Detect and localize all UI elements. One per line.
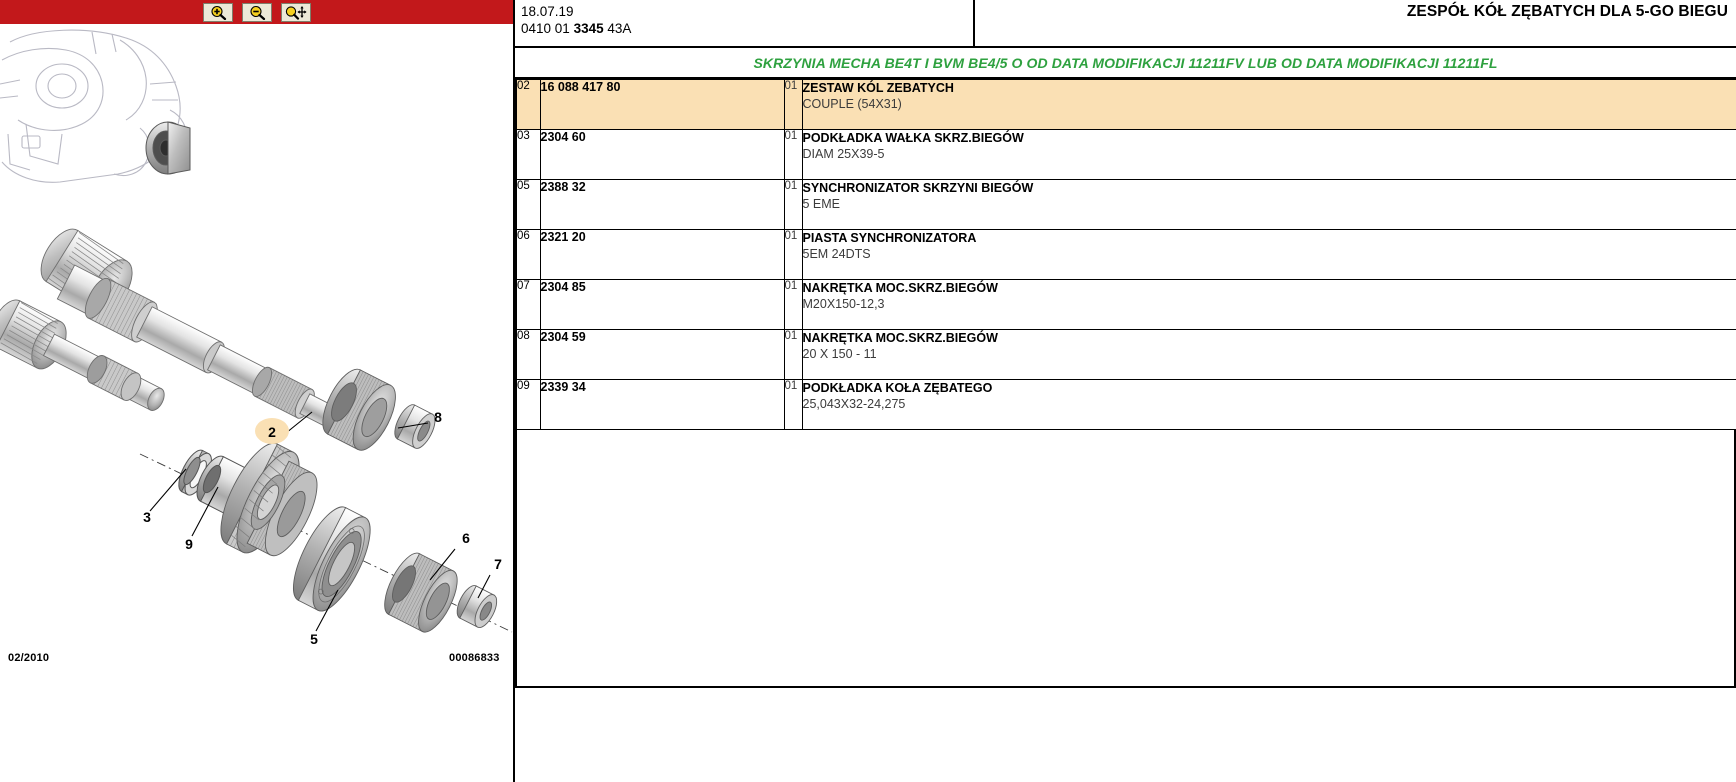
- table-row[interactable]: [516, 230, 1736, 280]
- zoom-in-button[interactable]: [203, 3, 233, 22]
- description-detail: 5EM 24DTS: [802, 247, 871, 261]
- row-index-cell: 03: [516, 130, 540, 180]
- page-title: ZESPÓŁ KÓŁ ZĘBATYCH DLA 5-GO BIEGU: [1406, 3, 1728, 20]
- callout-7-label: 7: [494, 556, 502, 572]
- diagram-footer-date: 02/2010: [8, 652, 50, 664]
- row-index-cell: 07: [516, 280, 540, 330]
- row-index-cell: 05: [516, 180, 540, 230]
- part-8-synchro-ring: [314, 363, 404, 456]
- table-row[interactable]: [516, 330, 1736, 380]
- quantity-cell: 01: [784, 380, 802, 430]
- table-row[interactable]: [516, 280, 1736, 330]
- table-row[interactable]: [516, 180, 1736, 230]
- description-title: SYNCHRONIZATOR SKRZYNI BIEGÓW: [802, 181, 1034, 195]
- part-number-cell[interactable]: 2304 59: [540, 330, 784, 380]
- description-cell: [802, 80, 1736, 130]
- description-title: PODKŁADKA WAŁKA SKRZ.BIEGÓW: [802, 131, 1024, 145]
- quantity-cell: 01: [784, 230, 802, 280]
- zoom-fit-button[interactable]: [281, 3, 311, 22]
- magnifier-move-icon: [285, 5, 307, 20]
- part-number-cell[interactable]: 2388 32: [540, 180, 784, 230]
- row-index-cell: 02: [516, 80, 540, 130]
- quantity-cell: 01: [784, 130, 802, 180]
- header-meta-block: [515, 0, 975, 46]
- callout-3-label: 3: [143, 509, 151, 525]
- table-row[interactable]: [516, 130, 1736, 180]
- reference-prefix: 0410 01: [521, 21, 574, 36]
- row-index-cell: 06: [516, 230, 540, 280]
- parts-table-body: [516, 80, 1736, 430]
- callout-9-label: 9: [185, 536, 193, 552]
- part-number-cell[interactable]: 2304 85: [540, 280, 784, 330]
- header-title-block: [977, 0, 1736, 46]
- table-row[interactable]: [516, 380, 1736, 430]
- description-detail: DIAM 25X39-5: [802, 147, 885, 161]
- description-detail: M20X150-12,3: [802, 297, 885, 311]
- part-number-cell[interactable]: 2339 34: [540, 380, 784, 430]
- parts-table: [515, 79, 1736, 430]
- description-cell: [802, 330, 1736, 380]
- reference-suffix: 43A: [603, 21, 632, 36]
- housing-pulley: [146, 122, 190, 174]
- part-number-cell[interactable]: 2304 60: [540, 130, 784, 180]
- part-8-spacer: [390, 401, 439, 451]
- callout-5-label: 5: [310, 631, 318, 647]
- description-title: NAKRĘTKA MOC.SKRZ.BIEGÓW: [802, 281, 998, 295]
- description-cell: [802, 180, 1736, 230]
- callout-8-label: 8: [434, 409, 442, 425]
- table-row[interactable]: [516, 80, 1736, 130]
- technical-diagram-pane[interactable]: [0, 24, 513, 782]
- description-title: ZESTAW KÓL ZEBATYCH: [802, 81, 954, 95]
- row-index-cell: 09: [516, 380, 540, 430]
- exploded-view-drawing: [0, 24, 513, 782]
- row-index-cell: 08: [516, 330, 540, 380]
- description-detail: 25,043X32-24,275: [802, 397, 906, 411]
- description-title: PIASTA SYNCHRONIZATORA: [802, 231, 977, 245]
- applicability-note-row: [515, 48, 1736, 79]
- quantity-cell: 01: [784, 80, 802, 130]
- document-date: 18.07.19: [521, 4, 574, 19]
- description-cell: [802, 130, 1736, 180]
- description-detail: 20 X 150 - 11: [802, 347, 877, 361]
- reference-code: 3345: [573, 21, 604, 36]
- main-shaft: [56, 262, 356, 444]
- part-6-splined-hub: [377, 548, 465, 638]
- description-cell: [802, 280, 1736, 330]
- callout-6-label: 6: [462, 530, 470, 546]
- document-header: [515, 0, 1736, 48]
- magnifier-minus-icon: [249, 5, 266, 20]
- part-7-nut: [453, 582, 501, 630]
- description-title: PODKŁADKA KOŁA ZĘBATEGO: [802, 381, 993, 395]
- zoom-out-button[interactable]: [242, 3, 272, 22]
- description-detail: 5 EME: [802, 197, 841, 211]
- quantity-cell: 01: [784, 180, 802, 230]
- description-cell: [802, 230, 1736, 280]
- document-reference: [521, 20, 973, 38]
- quantity-cell: 01: [784, 330, 802, 380]
- description-cell: [802, 380, 1736, 430]
- part-number-cell[interactable]: 16 088 417 80: [540, 80, 784, 130]
- description-title: NAKRĘTKA MOC.SKRZ.BIEGÓW: [802, 331, 998, 345]
- part-number-cell[interactable]: 2321 20: [540, 230, 784, 280]
- table-empty-area: [515, 430, 1736, 688]
- description-detail: COUPLE (54X31): [802, 97, 902, 111]
- diagram-footer-code: 00086833: [449, 652, 500, 664]
- callout-2-label: 2: [268, 424, 276, 440]
- parts-list-panel: [515, 0, 1736, 782]
- applicability-note: SKRZYNIA MECHA BE4T I BVM BE4/5 O OD DATA MODIFIKACJI 11211FV LUB OD DATA MODIFIKACJI 11211FL: [753, 54, 1498, 71]
- toolbar: [0, 0, 514, 24]
- quantity-cell: 01: [784, 280, 802, 330]
- magnifier-plus-icon: [210, 5, 227, 20]
